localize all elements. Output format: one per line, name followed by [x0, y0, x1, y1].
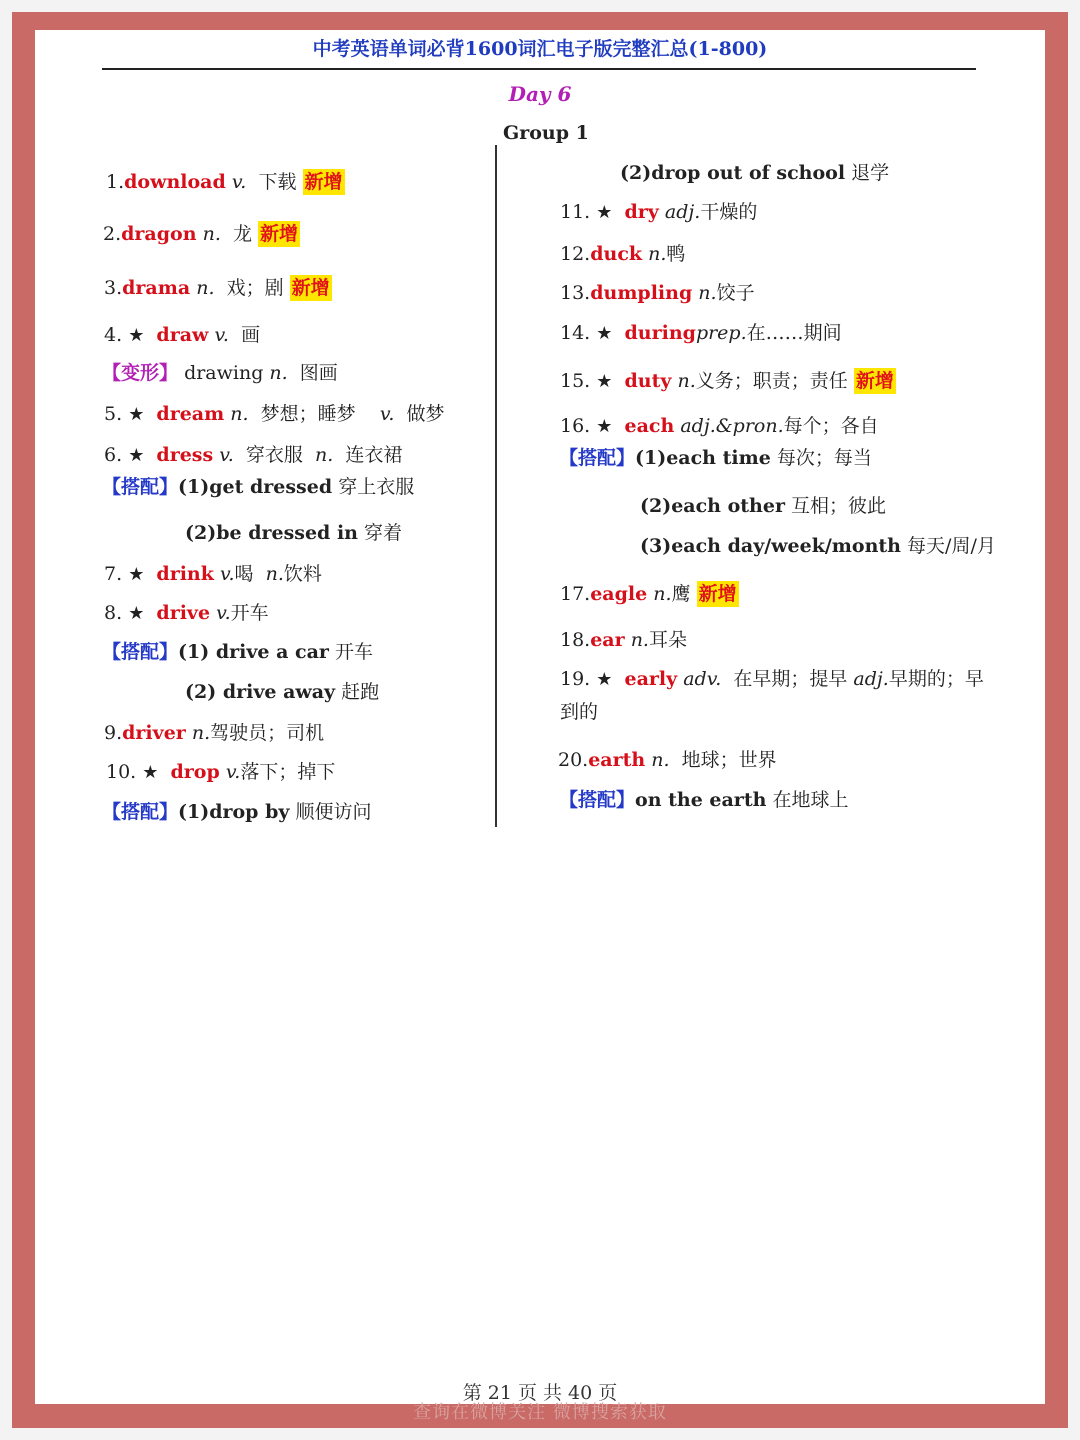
entry-ear: 18.ear n.耳朵 [560, 629, 687, 651]
entry-download: 1.download v. 下载 新增 [106, 171, 343, 193]
star-icon: ★ [596, 416, 613, 437]
document-page [35, 30, 1045, 1404]
star-icon: ★ [128, 325, 145, 346]
new-badge: 新增 [260, 223, 299, 245]
star-icon: ★ [596, 323, 613, 344]
day-label: Day 6 [508, 82, 572, 106]
entry-dream: 5. ★ dream n. 梦想；睡梦 v. 做梦 [104, 403, 445, 425]
group-label: Group 1 [503, 122, 589, 144]
entry-drive: 8. ★ drive v.开车 [104, 602, 269, 624]
star-icon: ★ [142, 762, 159, 783]
entry-drama: 3.drama n. 戏；剧 新增 [104, 277, 330, 299]
star-icon: ★ [128, 445, 145, 466]
star-icon: ★ [128, 603, 145, 624]
star-icon: ★ [596, 669, 613, 690]
entry-duty: 15. ★ duty n.义务；职责；责任 新增 [560, 370, 894, 392]
collocation-each-3: (3)each day/week/month 每天/周/月 [640, 535, 996, 557]
star-icon: ★ [128, 404, 145, 425]
entry-dress: 6. ★ dress v. 穿衣服 n. 连衣裙 [104, 444, 403, 466]
entry-duck: 12.duck n.鸭 [560, 243, 686, 265]
entry-early-continued: 到的 [560, 701, 599, 723]
collocation-drop-2: (2)drop out of school 退学 [620, 162, 890, 184]
entry-dry: 11. ★ dry adj.干燥的 [560, 201, 758, 223]
new-badge: 新增 [698, 583, 737, 605]
collocation-each-1: 【搭配】(1)each time 每次；每当 [559, 447, 872, 469]
new-badge: 新增 [291, 277, 330, 299]
page-number: 第 21 页 共 40 页 [462, 1382, 618, 1404]
entry-earth: 20.earth n. 地球；世界 [558, 749, 777, 771]
collocation-earth-1: 【搭配】on the earth 在地球上 [559, 789, 849, 811]
collocation-each-2: (2)each other 互相；彼此 [640, 495, 887, 517]
star-icon: ★ [596, 371, 613, 392]
collocation-drive-2: (2) drive away 赶跑 [185, 681, 380, 703]
entry-dragon: 2.dragon n. 龙 新增 [103, 223, 299, 245]
collocation-dress-1: 【搭配】(1)get dressed 穿上衣服 [102, 476, 415, 498]
entry-draw: 4. ★ draw v. 画 [104, 324, 261, 346]
column-divider [495, 145, 497, 827]
header-divider [102, 68, 976, 70]
entry-drink: 7. ★ drink v.喝 n.饮料 [104, 563, 322, 585]
star-icon: ★ [128, 564, 145, 585]
collocation-drive-1: 【搭配】(1) drive a car 开车 [102, 641, 373, 663]
entry-during: 14. ★ duringprep.在……期间 [560, 322, 842, 344]
collocation-dress-2: (2)be dressed in 穿着 [185, 522, 403, 544]
entry-dumpling: 13.dumpling n.饺子 [560, 282, 755, 304]
entry-early: 19. ★ early adv. 在早期；提早 adj.早期的；早 [560, 668, 984, 690]
entry-drop: 10. ★ drop v.落下；掉下 [106, 761, 336, 783]
variant-drawing: 【变形】 drawing n. 图画 [102, 362, 338, 384]
star-icon: ★ [596, 202, 613, 223]
collocation-drop-1: 【搭配】(1)drop by 顺便访问 [102, 801, 372, 823]
document-title: 中考英语单词必背1600词汇电子版完整汇总(1-800) [312, 38, 768, 60]
new-badge: 新增 [304, 171, 343, 193]
new-badge: 新增 [855, 370, 894, 392]
entry-driver: 9.driver n.驾驶员；司机 [104, 722, 325, 744]
watermark: 查询在微博关注 微博搜索获取 [413, 1402, 667, 1423]
entry-each: 16. ★ each adj.&pron.每个；各自 [560, 415, 879, 437]
entry-eagle: 17.eagle n.鹰 新增 [560, 583, 737, 605]
